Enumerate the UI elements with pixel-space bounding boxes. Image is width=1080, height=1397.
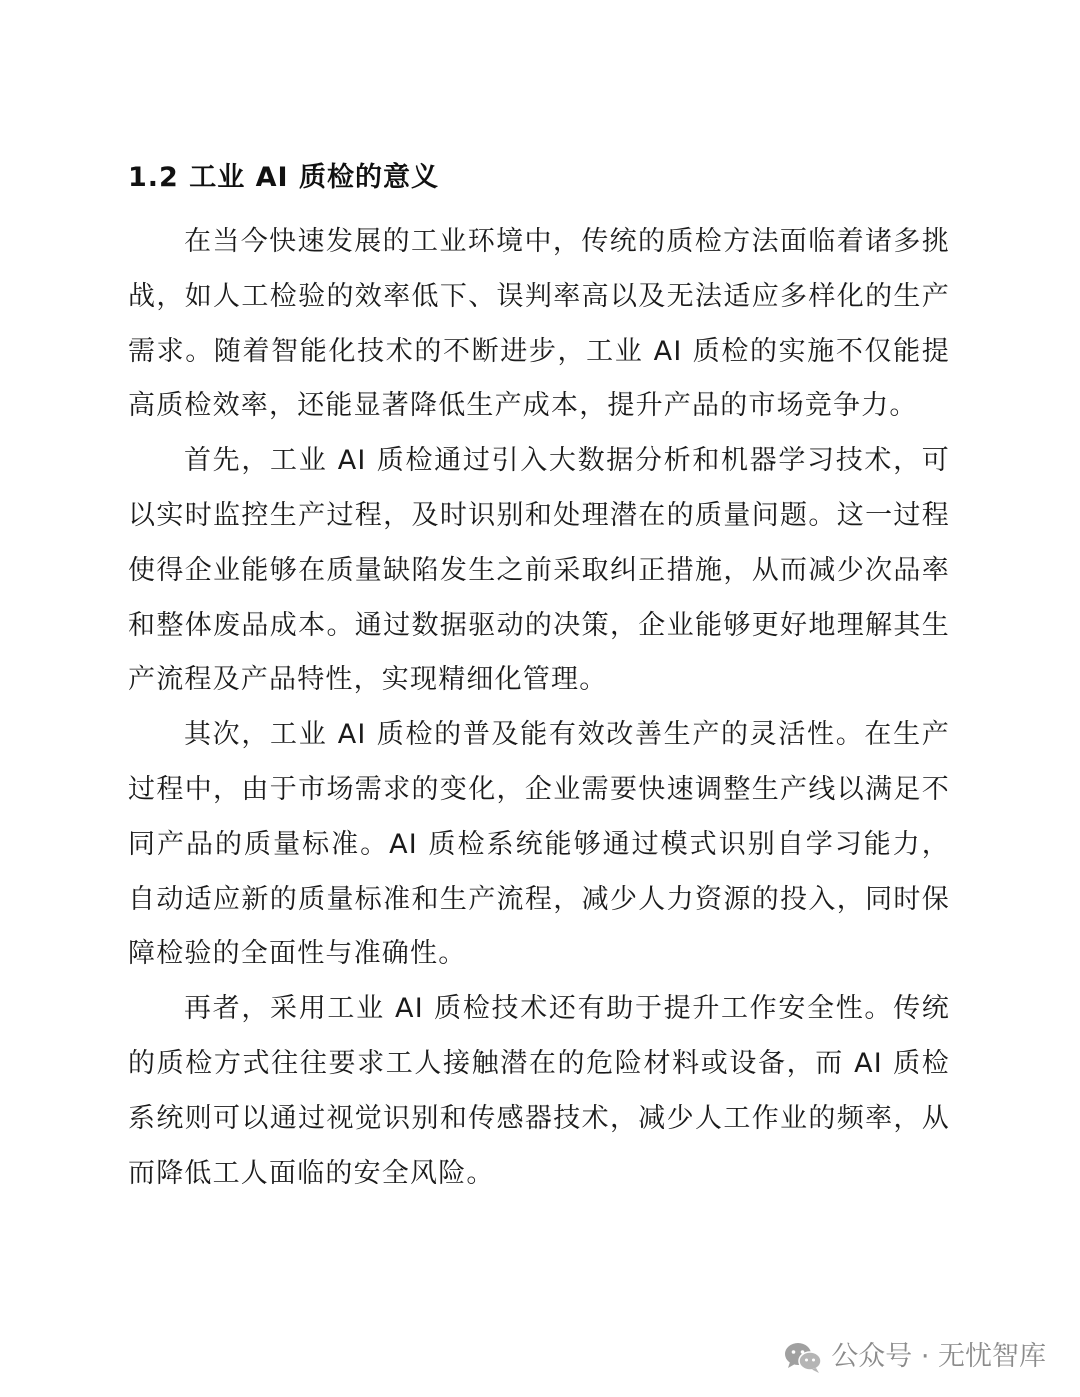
section-title: 1.2 工业 AI 质检的意义 [128, 162, 439, 193]
watermark [783, 1339, 1046, 1375]
wechat-icon [783, 1340, 823, 1374]
paragraph-4: 再者，采用工业 AI 质检技术还有助于提升工作安全性。传统的质检方式往往要求工人接触潜在的危险材料或设备，而 AI 质检系统则可以通过视觉识别和传感器技术，减少人工作业的频率，从而降低工人面临的安全风险。 [128, 993, 950, 1189]
paragraph-3: 其次，工业 AI 质检的普及能有效改善生产的灵活性。在生产过程中，由于市场需求的变化，企业需要快速调整生产线以满足不同产品的质量标准。AI 质检系统能够通过模式识别自学习能力，自动适应新的质量标准和生产流程，减少人力资源的投入，同时保障检验的全面性与准确性。 [128, 719, 950, 970]
paragraph-1: 在当今快速发展的工业环境中，传统的质检方法面临着诸多挑战，如人工检验的效率低下、误判率高以及无法适应多样化的生产需求。随着智能化技术的不断进步，工业 AI 质检的实施不仅能提高质检效率，还能显著降低生产成本，提升产品的市场竞争力。 [128, 226, 950, 422]
watermark-text: 公众号 · 无忧智库 [831, 1341, 1046, 1372]
paragraph-2: 首先，工业 AI 质检通过引入大数据分析和机器学习技术，可以实时监控生产过程，及时识别和处理潜在的质量问题。这一过程使得企业能够在质量缺陷发生之前采取纠正措施，从而减少次品率和整体废品成本。通过数据驱动的决策，企业能够更好地理解其生产流程及产品特性，实现精细化管理。 [128, 445, 950, 696]
body-text [128, 215, 950, 1201]
